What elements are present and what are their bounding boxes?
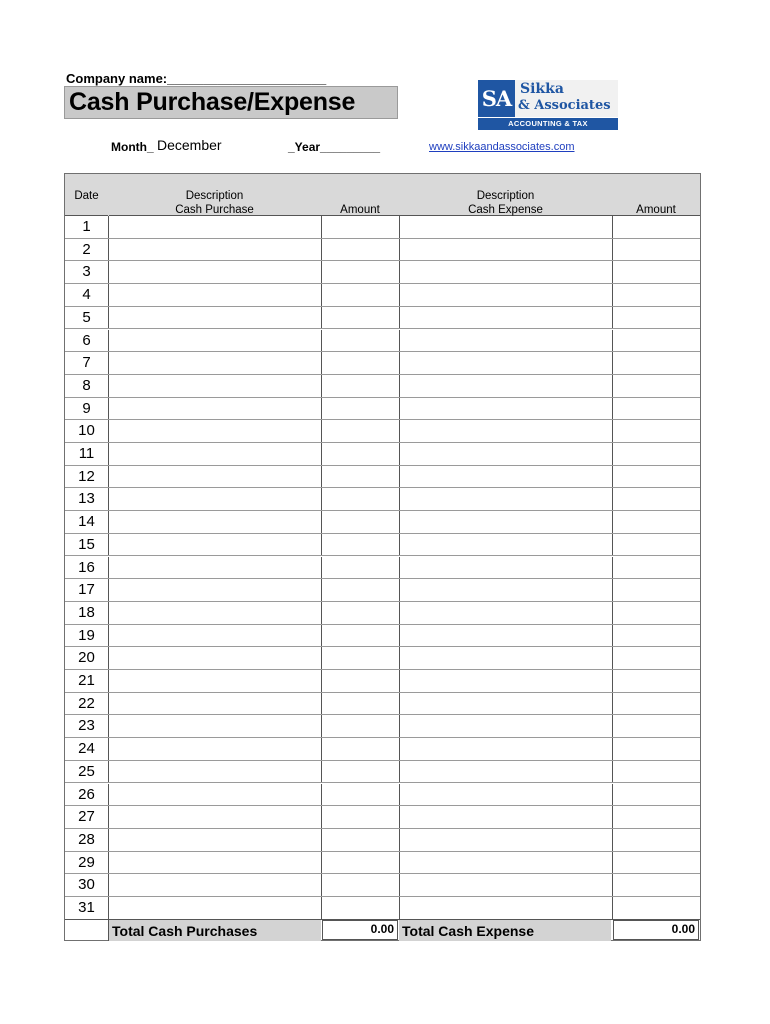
table-row (65, 693, 700, 716)
expense-description-cell[interactable] (399, 352, 612, 374)
logo-name-line2: & Associates (518, 98, 611, 113)
purchase-amount-cell[interactable] (321, 647, 399, 669)
expense-description-cell[interactable] (399, 443, 612, 465)
table-row (65, 647, 700, 670)
expense-amount-cell[interactable] (612, 715, 700, 737)
expense-amount-cell[interactable] (612, 738, 700, 760)
day-number: 2 (82, 240, 91, 258)
table-row (65, 534, 700, 557)
purchase-description-cell[interactable] (108, 284, 321, 306)
day-number: 8 (82, 376, 91, 394)
purchase-amount-cell[interactable] (321, 375, 399, 397)
table-row (65, 806, 700, 829)
day-number: 16 (78, 558, 95, 576)
expense-description-cell[interactable] (399, 557, 612, 579)
header-expense-amount: Amount (636, 204, 676, 216)
total-expense-label: Total Cash Expense (399, 920, 611, 941)
expense-amount-cell[interactable] (612, 602, 700, 624)
expense-amount-cell[interactable] (612, 647, 700, 669)
expense-amount-cell[interactable] (612, 579, 700, 601)
purchase-amount-cell[interactable] (321, 307, 399, 329)
day-number: 1 (82, 218, 91, 235)
day-number: 21 (78, 672, 95, 689)
expense-description-cell[interactable] (399, 874, 612, 896)
purchase-amount-cell[interactable] (321, 398, 399, 420)
table-row (65, 602, 700, 625)
expense-description-cell[interactable] (399, 738, 612, 760)
expense-description-cell[interactable] (399, 261, 612, 283)
total-purchases-value: 0.00 (322, 920, 398, 940)
table-row (65, 852, 700, 875)
company-name-label: Company name:______________________ (66, 71, 327, 86)
table-row (65, 488, 700, 511)
expense-description-cell[interactable] (399, 511, 612, 533)
purchase-description-cell[interactable] (108, 443, 321, 465)
purchase-description-cell[interactable] (108, 261, 321, 283)
expense-description-cell[interactable] (399, 784, 612, 806)
expense-description-cell[interactable] (399, 897, 612, 919)
expense-description-cell[interactable] (399, 488, 612, 510)
purchase-description-cell[interactable] (108, 307, 321, 329)
expense-amount-cell[interactable] (612, 420, 700, 442)
expense-amount-cell[interactable] (612, 897, 700, 919)
purchase-amount-cell[interactable] (321, 420, 399, 442)
table-row (65, 420, 700, 443)
purchase-description-cell[interactable] (108, 874, 321, 896)
day-number: 30 (78, 876, 95, 894)
expense-amount-cell[interactable] (612, 261, 700, 283)
table-row (65, 511, 700, 534)
expense-description-cell[interactable] (399, 602, 612, 624)
purchase-description-cell[interactable] (108, 852, 321, 874)
purchase-description-cell[interactable] (108, 784, 321, 806)
purchase-description-cell[interactable] (108, 647, 321, 669)
day-number: 14 (78, 513, 95, 531)
purchase-description-cell[interactable] (108, 579, 321, 601)
logo-top (478, 80, 618, 117)
purchase-amount-cell[interactable] (321, 330, 399, 352)
purchase-description-cell[interactable] (108, 375, 321, 397)
expense-description-cell[interactable] (399, 284, 612, 306)
expense-amount-cell[interactable] (612, 693, 700, 715)
expense-description-cell[interactable] (399, 216, 612, 238)
table-row (65, 216, 700, 239)
purchase-description-cell[interactable] (108, 239, 321, 261)
expense-amount-cell[interactable] (612, 557, 700, 579)
expense-amount-cell[interactable] (612, 670, 700, 692)
purchase-description-cell[interactable] (108, 557, 321, 579)
purchase-description-cell[interactable] (108, 715, 321, 737)
expense-amount-cell[interactable] (612, 829, 700, 851)
day-number: 7 (82, 354, 91, 372)
purchase-amount-cell[interactable] (321, 557, 399, 579)
expense-description-cell[interactable] (399, 239, 612, 261)
expense-description-cell[interactable] (399, 693, 612, 715)
day-number: 25 (78, 762, 95, 780)
purchase-description-cell[interactable] (108, 693, 321, 715)
day-number: 31 (78, 899, 95, 916)
purchase-amount-cell[interactable] (321, 761, 399, 783)
purchase-description-cell[interactable] (108, 216, 321, 238)
day-number: 29 (78, 853, 95, 871)
header-expense-desc-1: Description (476, 190, 535, 202)
table-row (65, 375, 700, 398)
expense-amount-cell[interactable] (612, 284, 700, 306)
purchase-amount-cell[interactable] (321, 488, 399, 510)
header-purchase-desc-1: Description (185, 190, 244, 202)
expense-amount-cell[interactable] (612, 852, 700, 874)
expense-amount-cell[interactable] (612, 330, 700, 352)
day-number: 13 (78, 490, 95, 508)
table-row (65, 261, 700, 284)
purchase-amount-cell[interactable] (321, 829, 399, 851)
expense-description-cell[interactable] (399, 715, 612, 737)
expense-description-cell[interactable] (399, 625, 612, 647)
table-row (65, 874, 700, 897)
expense-amount-cell[interactable] (612, 239, 700, 261)
expense-description-cell[interactable] (399, 829, 612, 851)
table-row (65, 738, 700, 761)
day-number: 19 (78, 626, 95, 644)
expense-amount-cell[interactable] (612, 466, 700, 488)
table-row (65, 307, 700, 330)
header-expense-desc-2: Cash Expense (468, 204, 543, 216)
day-number: 15 (78, 535, 95, 553)
purchase-description-cell[interactable] (108, 398, 321, 420)
table-row (65, 557, 700, 580)
purchase-amount-cell[interactable] (321, 216, 399, 238)
expense-description-cell[interactable] (399, 307, 612, 329)
day-number: 6 (82, 331, 91, 349)
cash-table (64, 173, 701, 941)
expense-description-cell[interactable] (399, 806, 612, 828)
purchase-description-cell[interactable] (108, 897, 321, 919)
purchase-amount-cell[interactable] (321, 693, 399, 715)
company-logo (478, 80, 618, 140)
month-label: Month_ (111, 140, 154, 154)
purchase-description-cell[interactable] (108, 761, 321, 783)
day-number: 11 (78, 445, 95, 462)
expense-amount-cell[interactable] (612, 534, 700, 556)
expense-description-cell[interactable] (399, 534, 612, 556)
purchase-amount-cell[interactable] (321, 466, 399, 488)
expense-amount-cell[interactable] (612, 784, 700, 806)
expense-description-cell[interactable] (399, 579, 612, 601)
purchase-description-cell[interactable] (108, 534, 321, 556)
day-number: 9 (82, 399, 91, 417)
month-field[interactable]: December (157, 137, 222, 153)
purchase-description-cell[interactable] (108, 602, 321, 624)
expense-description-cell[interactable] (399, 761, 612, 783)
table-header (65, 174, 700, 216)
expense-description-cell[interactable] (399, 670, 612, 692)
expense-amount-cell[interactable] (612, 216, 700, 238)
purchase-amount-cell[interactable] (321, 874, 399, 896)
logo-mark: SA (478, 80, 515, 117)
day-number: 26 (78, 785, 95, 803)
expense-amount-cell[interactable] (612, 488, 700, 510)
title-bar (64, 86, 398, 119)
logo-tagline: ACCOUNTING & TAX CONSULTANTS (478, 118, 618, 130)
table-row (65, 330, 700, 353)
totals-row (65, 919, 700, 941)
table-row (65, 466, 700, 489)
table-row (65, 761, 700, 784)
header-date: Date (74, 190, 99, 202)
day-number: 4 (82, 286, 91, 304)
table-row (65, 579, 700, 602)
total-expense-value: 0.00 (613, 920, 699, 940)
expense-amount-cell[interactable] (612, 625, 700, 647)
header-purchase-desc-2: Cash Purchase (175, 204, 254, 216)
day-number: 22 (78, 694, 95, 712)
purchase-amount-cell[interactable] (321, 579, 399, 601)
purchase-amount-cell[interactable] (321, 534, 399, 556)
expense-amount-cell[interactable] (612, 761, 700, 783)
table-row (65, 625, 700, 648)
expense-amount-cell[interactable] (612, 443, 700, 465)
day-number: 23 (78, 717, 95, 735)
table-row (65, 829, 700, 852)
purchase-description-cell[interactable] (108, 625, 321, 647)
expense-amount-cell[interactable] (612, 307, 700, 329)
purchase-amount-cell[interactable] (321, 738, 399, 760)
day-number: 18 (78, 603, 95, 621)
day-number: 28 (78, 830, 95, 848)
purchase-description-cell[interactable] (108, 670, 321, 692)
purchase-description-cell[interactable] (108, 511, 321, 533)
purchase-amount-cell[interactable] (321, 784, 399, 806)
purchase-amount-cell[interactable] (321, 806, 399, 828)
purchase-amount-cell[interactable] (321, 625, 399, 647)
expense-amount-cell[interactable] (612, 874, 700, 896)
header-purchase-amount: Amount (340, 204, 380, 216)
day-number: 24 (78, 740, 95, 758)
day-number: 5 (82, 308, 91, 326)
purchase-description-cell[interactable] (108, 829, 321, 851)
expense-amount-cell[interactable] (612, 806, 700, 828)
page-title: Cash Purchase/Expense (69, 88, 356, 116)
purchase-amount-cell[interactable] (321, 239, 399, 261)
expense-amount-cell[interactable] (612, 511, 700, 533)
purchase-amount-cell[interactable] (321, 602, 399, 624)
purchase-description-cell[interactable] (108, 330, 321, 352)
table-row (65, 784, 700, 807)
expense-description-cell[interactable] (399, 466, 612, 488)
day-number: 10 (78, 422, 95, 440)
purchase-amount-cell[interactable] (321, 352, 399, 374)
expense-description-cell[interactable] (399, 375, 612, 397)
day-number: 20 (78, 649, 95, 667)
total-purchases-label: Total Cash Purchases (109, 920, 321, 941)
table-row (65, 284, 700, 307)
logo-name-line1: Sikka (520, 81, 564, 97)
expense-amount-cell[interactable] (612, 375, 700, 397)
table-row (65, 897, 700, 920)
day-number: 17 (78, 581, 95, 599)
purchase-amount-cell[interactable] (321, 284, 399, 306)
purchase-description-cell[interactable] (108, 466, 321, 488)
expense-description-cell[interactable] (399, 398, 612, 420)
purchase-amount-cell[interactable] (321, 897, 399, 919)
expense-description-cell[interactable] (399, 420, 612, 442)
expense-description-cell[interactable] (399, 647, 612, 669)
purchase-amount-cell[interactable] (321, 511, 399, 533)
purchase-amount-cell[interactable] (321, 670, 399, 692)
day-number: 27 (78, 808, 95, 826)
table-row (65, 352, 700, 375)
day-number: 3 (82, 263, 91, 281)
table-row (65, 715, 700, 738)
purchase-amount-cell[interactable] (321, 715, 399, 737)
table-row (65, 670, 700, 693)
purchase-description-cell[interactable] (108, 488, 321, 510)
expense-description-cell[interactable] (399, 852, 612, 874)
purchase-amount-cell[interactable] (321, 443, 399, 465)
expense-amount-cell[interactable] (612, 352, 700, 374)
expense-description-cell[interactable] (399, 330, 612, 352)
purchase-amount-cell[interactable] (321, 261, 399, 283)
table-row (65, 398, 700, 421)
expense-amount-cell[interactable] (612, 398, 700, 420)
table-row (65, 239, 700, 262)
purchase-description-cell[interactable] (108, 352, 321, 374)
purchase-description-cell[interactable] (108, 420, 321, 442)
table-row (65, 443, 700, 466)
purchase-description-cell[interactable] (108, 806, 321, 828)
year-field[interactable]: _Year_________ (288, 140, 381, 154)
purchase-description-cell[interactable] (108, 738, 321, 760)
website-link[interactable]: www.sikkaandassociates.com (429, 141, 575, 153)
day-number: 12 (78, 467, 95, 485)
purchase-amount-cell[interactable] (321, 852, 399, 874)
